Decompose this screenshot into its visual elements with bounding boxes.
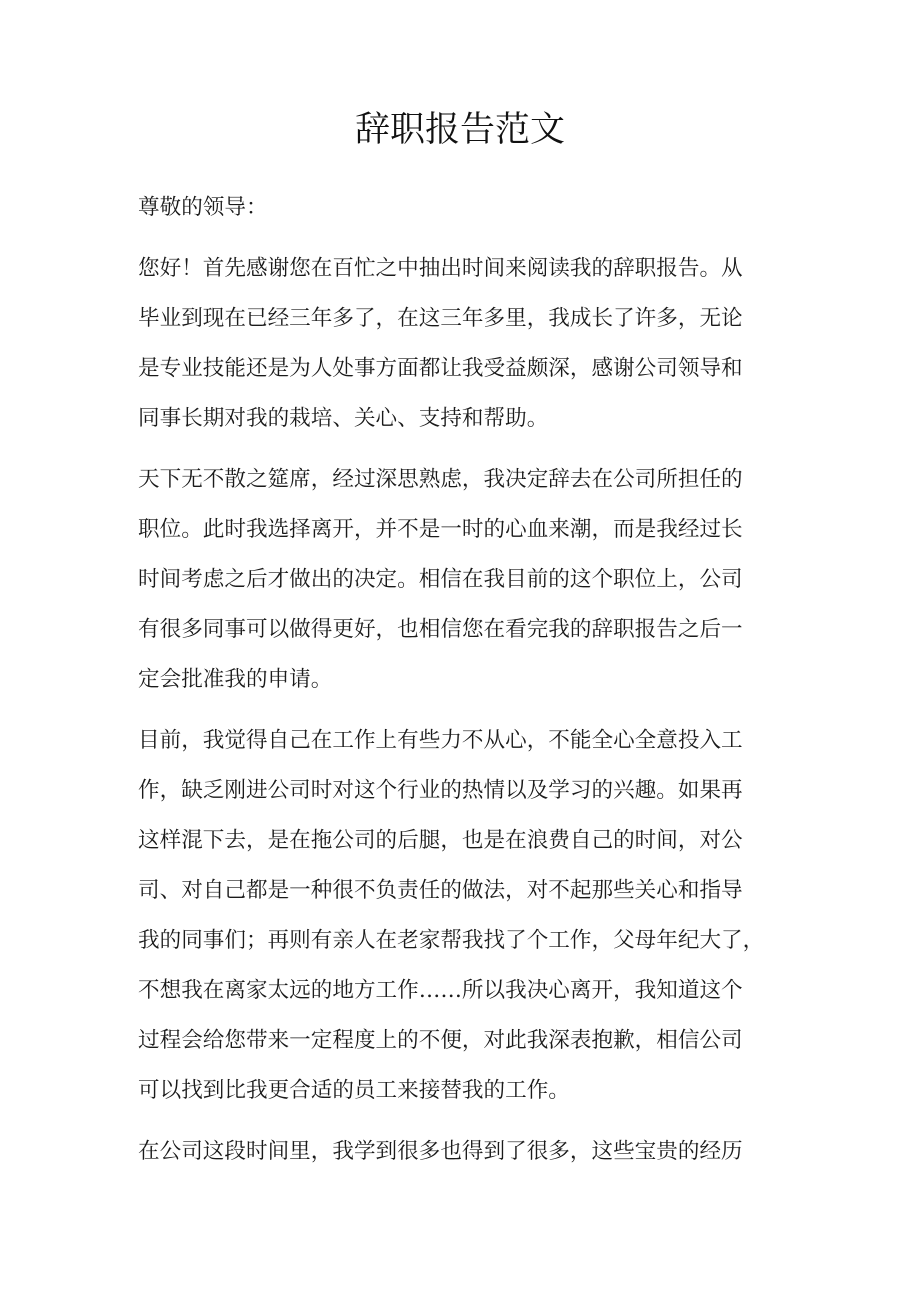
text-line: 职位。此时我选择离开，并不是一时的心血来潮，而是我经过长 [138,517,743,542]
text-line: 天下无不散之筵席，经过深思熟虑，我决定辞去在公司所担任的 [138,467,743,492]
salutation: 尊敬的领导： [138,195,268,220]
text-line: 司、对自己都是一种很不负责任的做法，对不起那些关心和指导 [138,878,743,903]
text-line: 目前，我觉得自己在工作上有些力不从心，不能全心全意投入工 [138,728,743,753]
text-line: 您好！首先感谢您在百忙之中抽出时间来阅读我的辞职报告。从 [138,256,743,281]
text-line: 在公司这段时间里，我学到很多也得到了很多，这些宝贵的经历 [138,1139,743,1164]
text-line: 我的同事们；再则有亲人在老家帮我找了个工作，父母年纪大了， [138,928,765,953]
text-line: 同事长期对我的栽培、关心、支持和帮助。 [138,406,549,431]
paragraph-gratitude [138,1127,798,1177]
text-line: 定会批准我的申请。 [138,667,333,692]
document-body [138,183,798,1188]
paragraph-decision [138,455,798,705]
paragraph-reasons [138,716,798,1116]
text-line: 作，缺乏刚进公司时对这个行业的热情以及学习的兴趣。如果再 [138,778,743,803]
text-line: 不想我在离家太远的地方工作……所以我决心离开，我知道这个 [138,978,743,1003]
paragraph-greeting [138,244,798,444]
text-line: 可以找到比我更合适的员工来接替我的工作。 [138,1078,570,1103]
document-title: 辞职报告范文 [354,110,565,150]
text-line: 毕业到现在已经三年多了，在这三年多里，我成长了许多，无论 [138,306,743,331]
text-line: 有很多同事可以做得更好，也相信您在看完我的辞职报告之后一 [138,617,743,642]
text-line: 时间考虑之后才做出的决定。相信在我目前的这个职位上，公司 [138,567,743,592]
text-line: 是专业技能还是为人处事方面都让我受益颇深，感谢公司领导和 [138,356,743,381]
text-line: 过程会给您带来一定程度上的不便，对此我深表抱歉，相信公司 [138,1028,743,1053]
text-line: 这样混下去，是在拖公司的后腿，也是在浪费自己的时间，对公 [138,828,743,853]
